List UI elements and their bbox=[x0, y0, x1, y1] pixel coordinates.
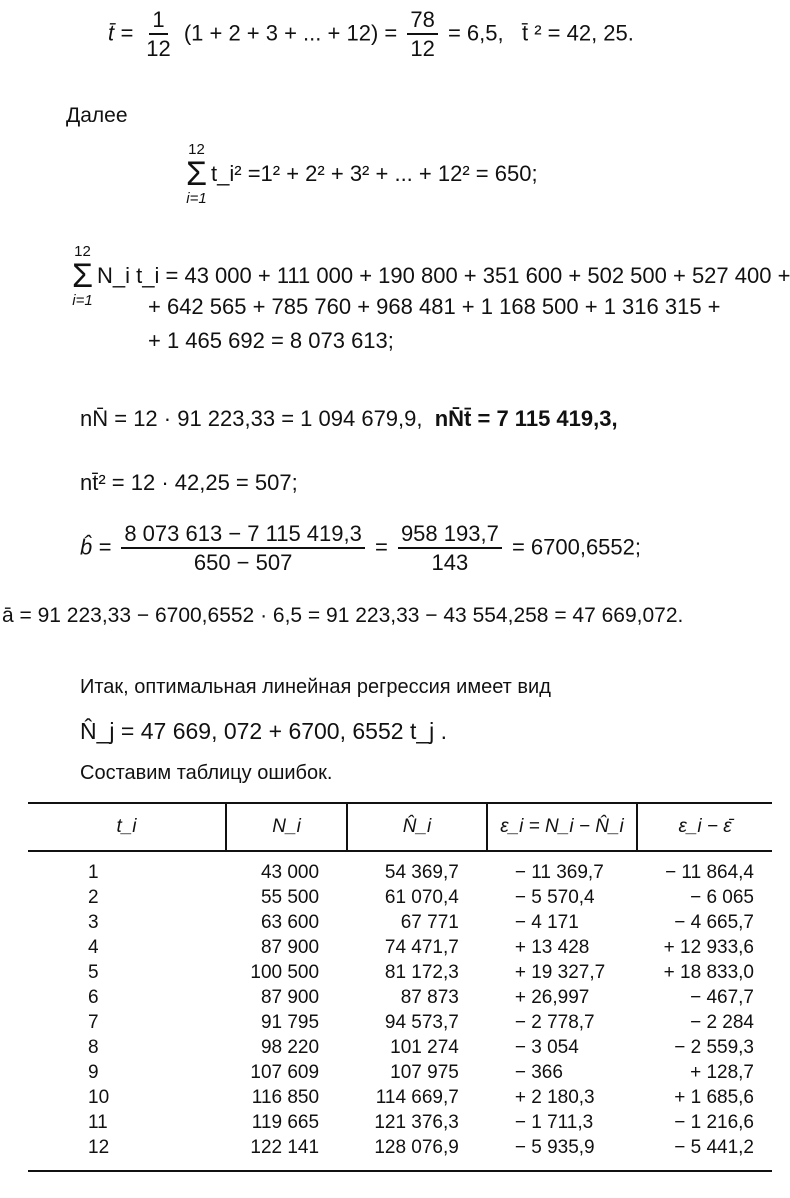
sigma-lower-limit: i=1 bbox=[72, 292, 93, 309]
table-cell: + 2 180,3 bbox=[514, 1086, 595, 1108]
sigma-sum bbox=[186, 142, 207, 206]
table-row bbox=[28, 935, 772, 960]
table-row bbox=[28, 851, 772, 885]
table-cell: 121 376,3 bbox=[374, 1111, 459, 1133]
formula-nt-squared: nt̄² = 12 · 42,25 = 507; bbox=[80, 470, 298, 495]
fraction-b-2 bbox=[398, 522, 502, 575]
table-cell: 7 bbox=[88, 1011, 99, 1033]
table-cell: − 6 065 bbox=[690, 886, 754, 908]
table-cell: 3 bbox=[88, 911, 99, 933]
table-cell: 128 076,9 bbox=[347, 1135, 487, 1171]
sigma-upper-limit: 12 bbox=[188, 141, 205, 158]
table-body bbox=[28, 851, 772, 1171]
table-cell: + 19 327,7 bbox=[514, 961, 606, 983]
table-header-row bbox=[28, 803, 772, 851]
formula-sum-t-squared bbox=[186, 142, 538, 206]
fraction-78-12 bbox=[407, 8, 437, 61]
fraction-den: 143 bbox=[431, 550, 469, 576]
text-itak: Итак, оптимальная линейная регрессия имеет вид bbox=[80, 676, 551, 698]
table-cell: + 1 685,6 bbox=[674, 1086, 754, 1108]
table-cell: 98 220 bbox=[260, 1036, 320, 1058]
fraction-num: 958 193,7 bbox=[398, 522, 502, 549]
formula-b-hat: b̂ = $\frac{8 073 613 - 7 115 419,3}{650 - 507}$ = $\frac{958 193,7}{143}$ = 6700,6552; bbox=[80, 521, 642, 576]
table-cell: − 4 171 bbox=[514, 911, 579, 933]
table-cell: 122 141 bbox=[226, 1135, 347, 1171]
table-cell: 91 795 bbox=[260, 1011, 320, 1033]
fraction-num: 1 bbox=[149, 8, 167, 35]
table-cell: + 13 428 bbox=[514, 936, 590, 958]
table-cell: 74 471,7 bbox=[384, 936, 459, 958]
text-table-intro: Составим таблицу ошибок. bbox=[80, 762, 333, 784]
table-cell: 67 771 bbox=[400, 911, 459, 933]
t-mean-sum: (1 + 2 + 3 + ... + 12) = bbox=[183, 20, 398, 46]
header-epsilon: ε_i = N_i − N̂_i bbox=[487, 803, 637, 851]
sigma-lower-limit: i=1 bbox=[186, 190, 207, 207]
table-row bbox=[28, 910, 772, 935]
sigma-icon: Σ bbox=[186, 155, 208, 193]
table-cell: + 26,997 bbox=[514, 986, 590, 1008]
table-cell: 11 bbox=[88, 1111, 108, 1133]
table-row bbox=[28, 1110, 772, 1135]
table-cell: − 4 665,7 bbox=[674, 911, 754, 933]
table-row bbox=[28, 885, 772, 910]
header-N: N_i bbox=[226, 803, 347, 851]
table-cell: 107 609 bbox=[250, 1061, 320, 1083]
table-cell: 55 500 bbox=[260, 886, 320, 908]
t-mean-lhs: t̄ = bbox=[108, 20, 134, 46]
table-cell: 9 bbox=[88, 1061, 99, 1083]
table-cell: 107 975 bbox=[390, 1061, 459, 1083]
table-row bbox=[28, 1060, 772, 1085]
table-cell: 114 669,7 bbox=[375, 1086, 459, 1108]
table-cell: − 11 864,4 bbox=[665, 861, 754, 883]
table-cell: 10 bbox=[88, 1086, 110, 1108]
table-row bbox=[28, 1010, 772, 1035]
table-cell: − 3 054 bbox=[514, 1036, 579, 1058]
text-dalee: Далее bbox=[66, 104, 128, 127]
table-cell: 87 873 bbox=[400, 986, 459, 1008]
error-table bbox=[28, 802, 772, 1172]
sigma-sum bbox=[72, 244, 93, 308]
table-cell: + 12 933,6 bbox=[663, 936, 754, 958]
table-cell: + 128,7 bbox=[690, 1061, 754, 1083]
table-cell: 6 bbox=[88, 986, 99, 1008]
table-row bbox=[28, 985, 772, 1010]
table-cell: 1 bbox=[88, 861, 99, 883]
table-cell: − 2 284 bbox=[690, 1011, 754, 1033]
formula-nN bbox=[80, 406, 618, 432]
table-cell: − 5 441,2 bbox=[637, 1135, 772, 1171]
table-cell: − 5 570,4 bbox=[514, 886, 595, 908]
t-mean-squared: t̄ ² = 42, 25. bbox=[521, 20, 634, 46]
nNt-value: nN̄t̄ = 7 115 419,3, bbox=[434, 406, 618, 431]
t-mean-result: = 6,5, bbox=[447, 20, 504, 46]
sum-nt-line-2: + 642 565 + 785 760 + 968 481 + 1 168 500 + 1 316 315 + bbox=[148, 294, 721, 319]
fraction-num: 78 bbox=[407, 8, 437, 35]
b-hat-lhs: b̂ = bbox=[80, 534, 112, 560]
formula-regression: N̂_j = 47 669, 072 + 6700, 6552 t_j . bbox=[80, 718, 448, 744]
sigma-upper-limit: 12 bbox=[74, 243, 91, 260]
table-cell: 100 500 bbox=[250, 961, 320, 983]
table-cell: 87 900 bbox=[260, 936, 320, 958]
fraction-den: 650 − 507 bbox=[193, 550, 293, 576]
table-cell: − 1 711,3 bbox=[514, 1111, 594, 1133]
header-N-hat: N̂_i bbox=[347, 803, 487, 851]
table-row bbox=[28, 1035, 772, 1060]
fraction-den: 12 bbox=[410, 36, 435, 62]
fraction-num: 8 073 613 − 7 115 419,3 bbox=[121, 522, 365, 549]
formula-t-mean bbox=[108, 8, 634, 61]
table-cell: 63 600 bbox=[260, 911, 320, 933]
table-cell: 8 bbox=[88, 1036, 99, 1058]
table-cell: 119 665 bbox=[251, 1111, 320, 1133]
table-cell: 5 bbox=[88, 961, 99, 983]
nN-value: nN̄ = 12 · 91 223,33 = 1 094 679,9, bbox=[80, 406, 423, 431]
table-cell: + 18 833,0 bbox=[663, 961, 754, 983]
table-row bbox=[28, 1135, 772, 1171]
table-cell: − 5 935,9 bbox=[487, 1135, 637, 1171]
table-cell: 87 900 bbox=[260, 986, 320, 1008]
table-cell: 94 573,7 bbox=[384, 1011, 459, 1033]
header-epsilon-deviation: ε_i − ε̄ bbox=[637, 803, 772, 851]
sigma-icon: Σ bbox=[72, 257, 94, 295]
table-cell: 61 070,4 bbox=[384, 886, 459, 908]
fraction-den: 12 bbox=[146, 36, 171, 62]
sum-nt-line-1: N_i t_i = 43 000 + 111 000 + 190 800 + 351 600 + 502 500 + 527 400 + bbox=[97, 263, 790, 288]
table-cell: − 11 369,7 bbox=[514, 861, 604, 883]
table-cell: 101 274 bbox=[390, 1036, 459, 1058]
b-hat-result: = 6700,6552; bbox=[511, 534, 642, 560]
table-cell: − 2 559,3 bbox=[674, 1036, 754, 1058]
table-cell: 116 850 bbox=[251, 1086, 320, 1108]
table-cell: 43 000 bbox=[260, 861, 320, 883]
fraction-b-1 bbox=[121, 522, 365, 575]
header-t: t_i bbox=[28, 803, 226, 851]
table-cell: − 366 bbox=[514, 1061, 563, 1083]
table-cell: 12 bbox=[28, 1135, 226, 1171]
table-cell: 81 172,3 bbox=[384, 961, 459, 983]
table-cell: 4 bbox=[88, 936, 99, 958]
table-cell: − 1 216,6 bbox=[674, 1111, 754, 1133]
formula-a-bar: ā = 91 223,33 − 6700,6552 · 6,5 = 91 223,33 − 43 554,258 = 47 669,072. bbox=[2, 604, 684, 627]
table-row bbox=[28, 1085, 772, 1110]
table-cell: − 2 778,7 bbox=[514, 1011, 595, 1033]
table-row bbox=[28, 960, 772, 985]
sum-t-squared-body: t_i² =1² + 2² + 3² + ... + 12² = 650; bbox=[211, 161, 538, 186]
sum-nt-line-3: + 1 465 692 = 8 073 613; bbox=[148, 328, 394, 353]
fraction-1-12 bbox=[143, 8, 173, 61]
table-cell: 54 369,7 bbox=[384, 861, 459, 883]
table-cell: 2 bbox=[88, 886, 99, 908]
table-cell: − 467,7 bbox=[690, 986, 754, 1008]
